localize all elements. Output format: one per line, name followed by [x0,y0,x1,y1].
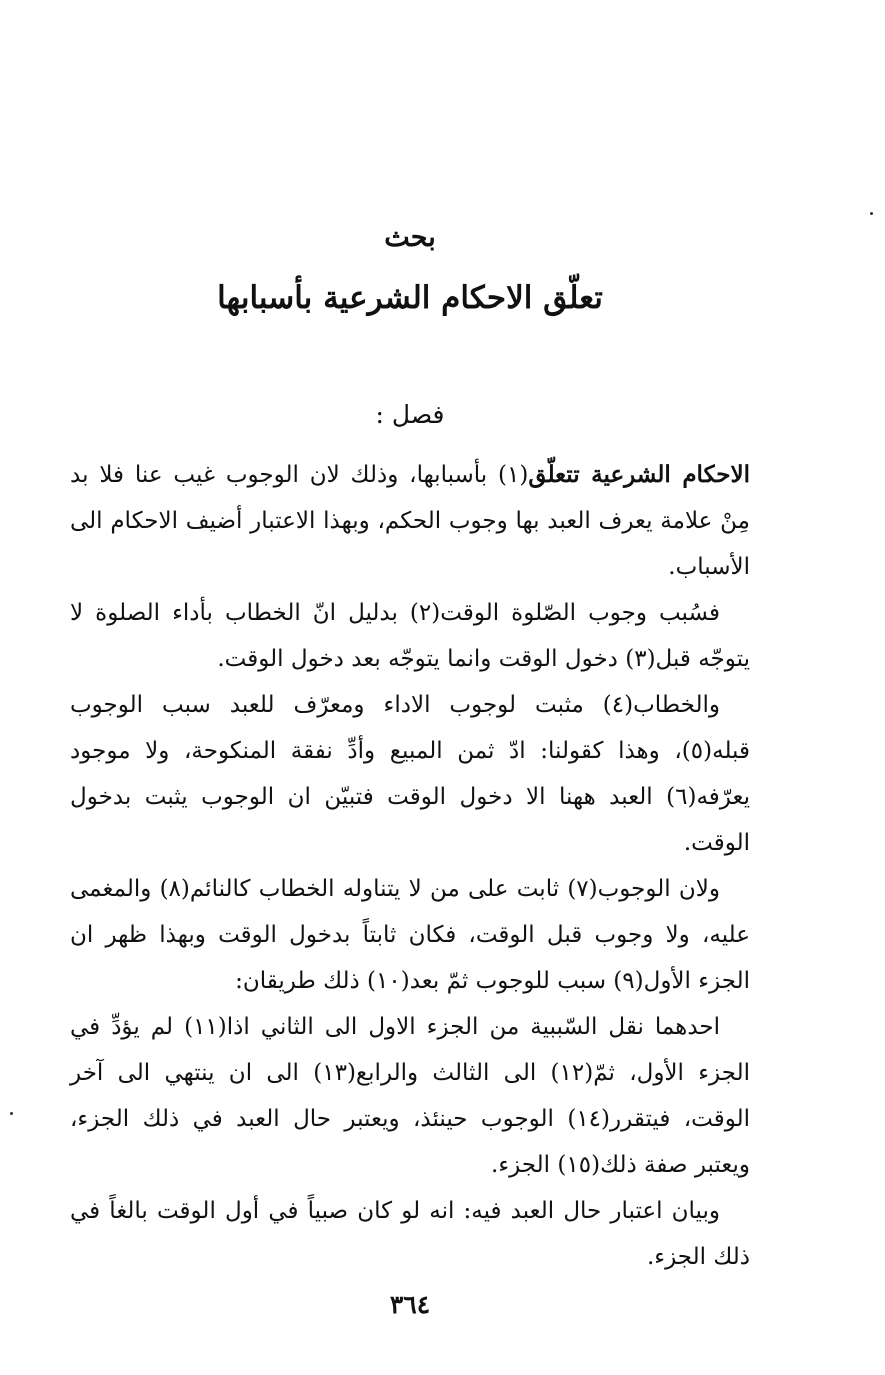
paragraph-2: فسُبب وجوب الصّلوة الوقت(٢) بدليل انّ الخطاب بأداء الصلوة لا يتوجّه قبل(٣) دخول الوقت وانما يتوجّه بعد دخول الوقت. [70,600,750,672]
paragraph-5: احدهما نقل السّببية من الجزء الاول الى الثاني اذا(١١) لم يؤدِّ في الجزء الأول، ثمّ(١٢) الى الثالث والرابع(١٣) الى ان ينتهي الى آخر الوقت، فيتقرر(١٤) الوجوب حينئذ، ويعتبر حال العبد في ذلك الجزء، ويعتبر صفة ذلك(١٥) الجزء. [70,1014,751,1178]
chapter-title: تعلّق الاحكام الشرعية بأسبابها [217,280,603,316]
paragraph-3: والخطاب(٤) مثبت لوجوب الاداء ومعرّف للعبد سبب الوجوب قبله(٥)، وهذا كقولنا: ادّ ثمن المبيع وأدِّ نفقة المنكوحة، ولا موجود يعرّفه(٦) العبد ههنا الا دخول الوقت فتبيّن ان الوجوب يثبت بدخول الوقت. [70,692,750,856]
paragraph-lead: الاحكام الشرعية تتعلّق [528,461,750,488]
section-heading: بحث [384,222,436,253]
body-text [70,452,750,1280]
paragraph-text: (١) بأسبابها، وذلك لان الوجوب غيب عنا فلا بد مِنْ علامة يعرف العبد بها وجوب الحكم، وبهذا الاعتبار أضيف الاحكام الى الأسباب. [70,462,750,580]
paragraph-1 [70,452,750,590]
paragraph-6: وبيان اعتبار حال العبد فيه: انه لو كان صبياً في أول الوقت بالغاً في ذلك الجزء. [70,1198,750,1270]
page-number: ٣٦٤ [389,1290,431,1319]
paragraph-4: ولان الوجوب(٧) ثابت على من لا يتناوله الخطاب كالنائم(٨) والمغمى عليه، ولا وجوب قبل الوقت، فكان ثابتاً بدخول الوقت وبهذا ظهر ان الجزء الأول(٩) سبب للوجوب ثمّ بعد(١٠) ذلك طريقان: [70,876,750,994]
section-label: فصل : [375,400,445,429]
scan-speck [870,212,873,215]
scan-speck [10,1112,13,1115]
